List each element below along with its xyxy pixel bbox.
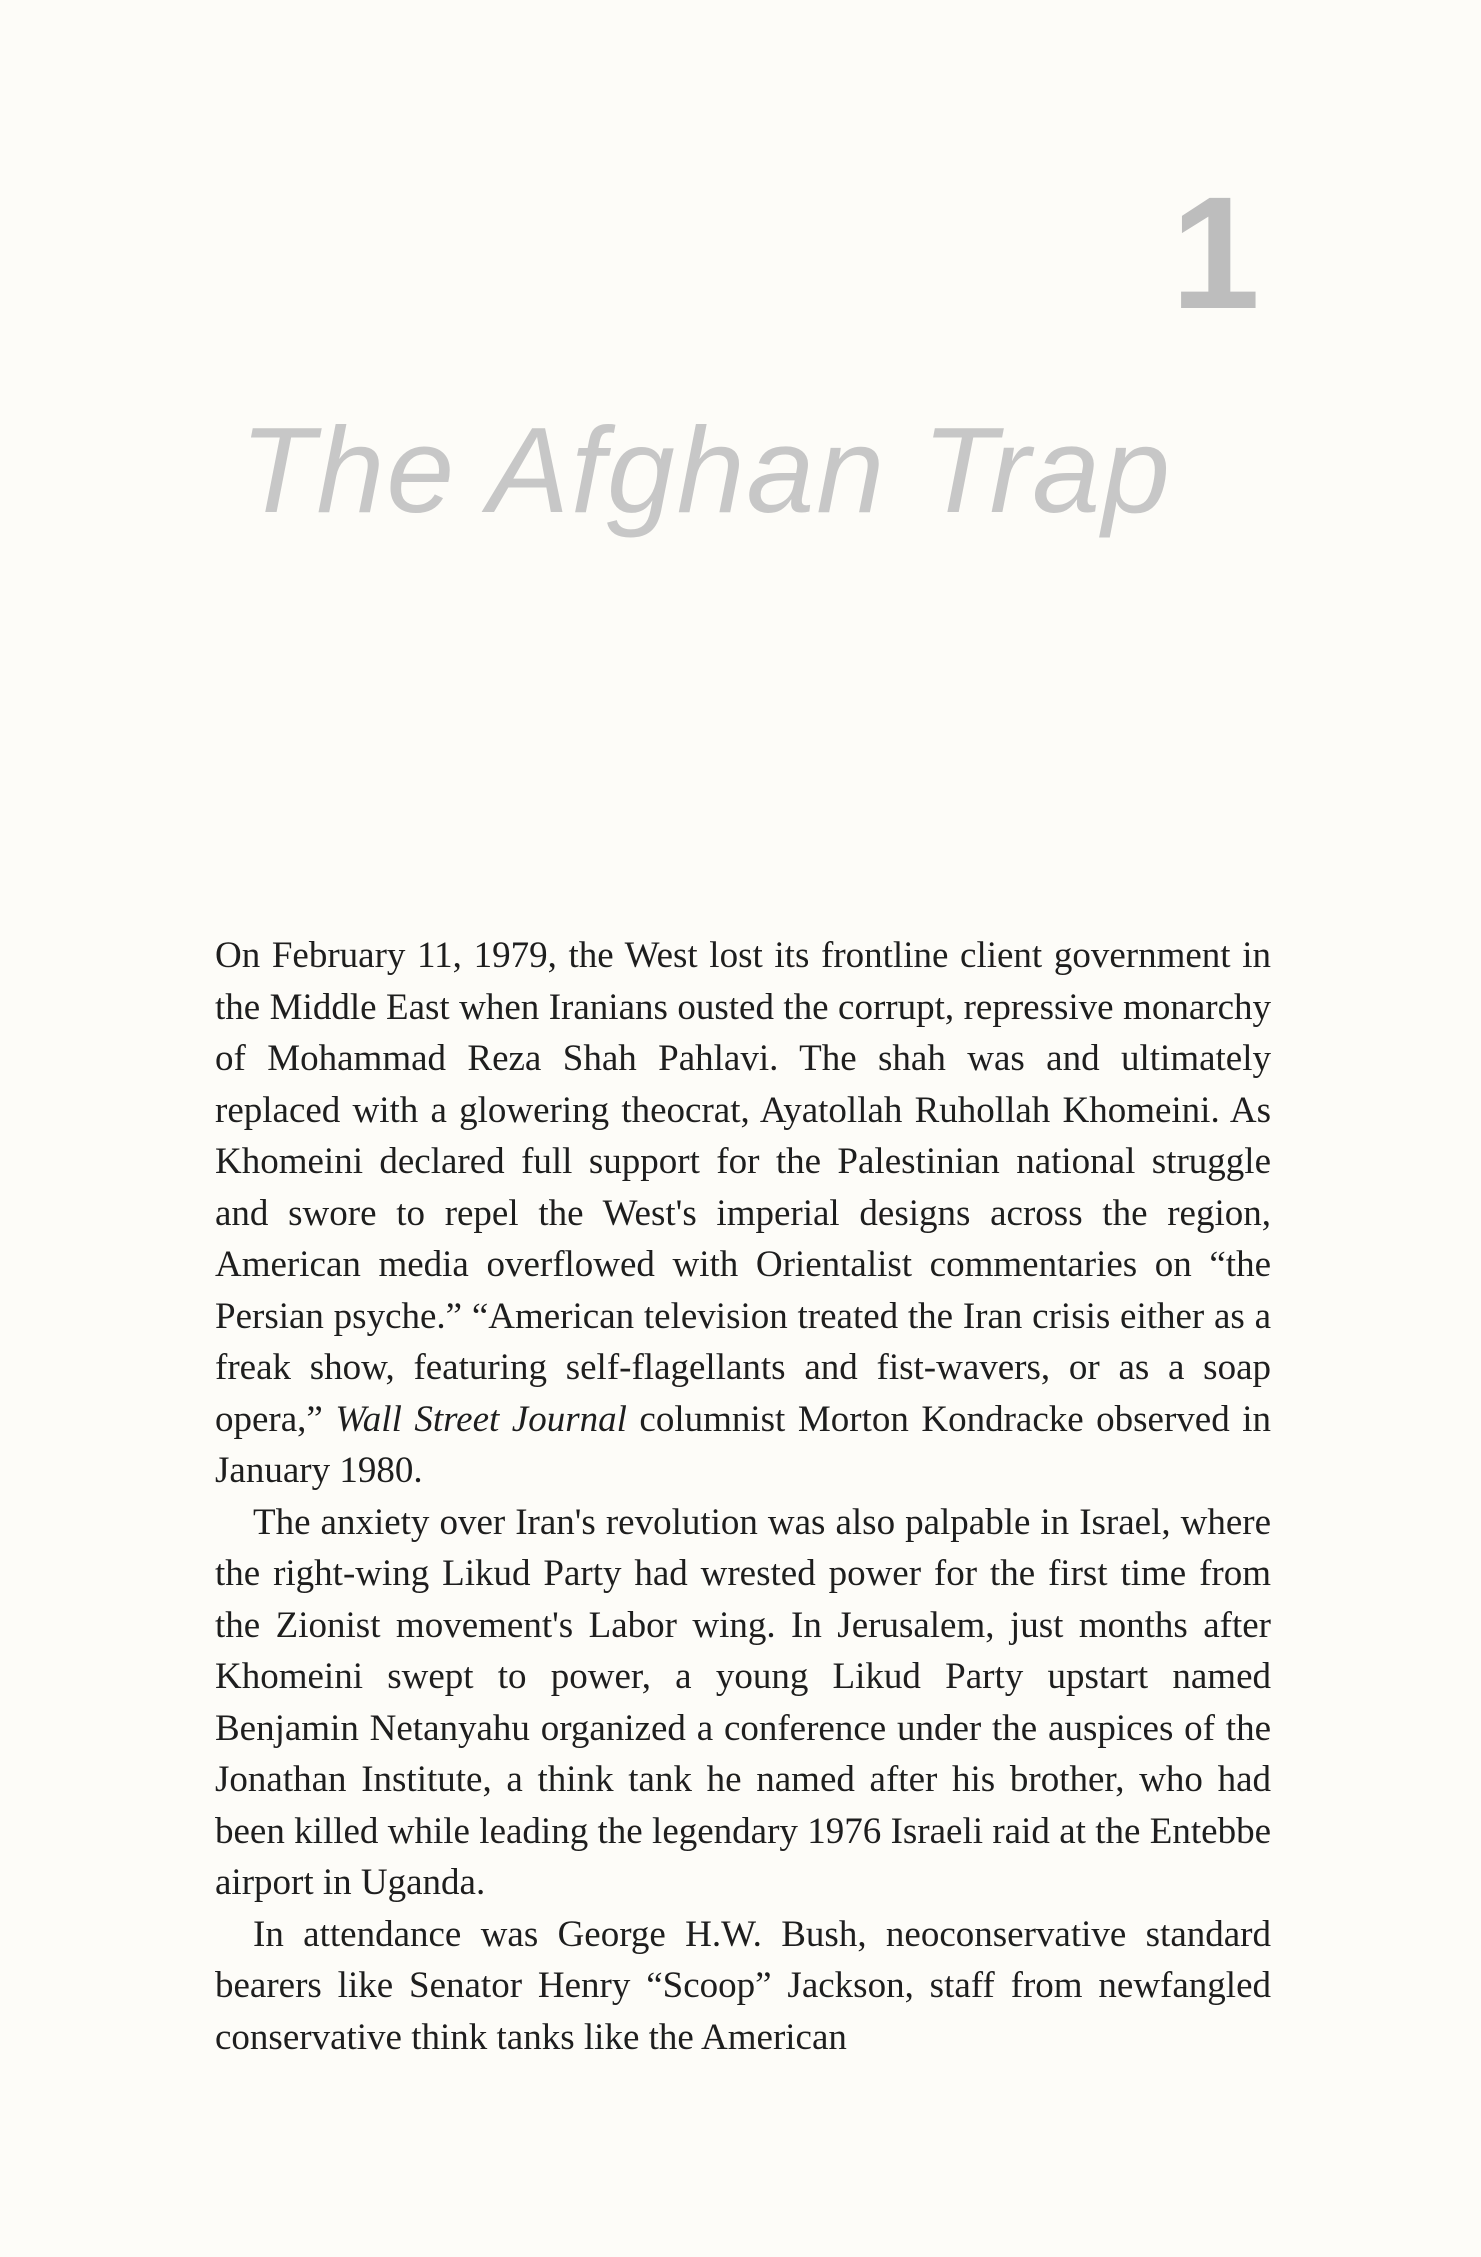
paragraph-1: [215, 930, 1271, 1497]
paragraph-2-text: The anxiety over Iran's revolution was also palpable in Israel, where the right-wing Likud Party had wrested power for the first time from the Zionist movement's Labor wing. In Jerusalem, just months after Khomeini swept to power, a young Likud Party upstart named Benjamin Netanyahu organized a conference under the auspices of the Jonathan Institute, a think tank he named after his brother, who had been killed while leading the legendary 1976 Israeli raid at the Entebbe airport in Uganda.: [215, 1501, 1271, 1903]
chapter-number: 1: [1171, 163, 1260, 342]
paragraph-3-text: In attendance was George H.W. Bush, neoconservative standard bearers like Senator Henry “Scoop” Jackson, staff from newfangled conservative think tanks like the American: [215, 1913, 1271, 2058]
paragraph-1-italic: Wall Street Journal: [335, 1398, 627, 1440]
paragraph-2: [215, 1497, 1271, 1909]
chapter-title: The Afghan Trap: [240, 402, 1172, 538]
paragraph-1-text-a: On February 11, 1979, the West lost its frontline client government in the Middle East when Iranians ousted the corrupt, repressive monarchy of Mohammad Reza Shah Pahlavi. The shah was and ultimately replaced with a glowering theocrat, Ayatollah Ruhollah Khomeini. As Khomeini declared full support for the Palestinian national struggle and swore to repel the West's imperial designs across the region, American media overflowed with Orientalist commentaries on “the Persian psyche.” “American television treated the Iran crisis either as a freak show, featuring self-flagellants and fist-wavers, or as a soap opera,”: [215, 935, 1271, 1440]
paragraph-1-text-b: columnist Morton Kondracke observed in January 1980.: [215, 1398, 1272, 1491]
paragraph-3: [215, 1909, 1271, 2064]
body-text: [215, 930, 1271, 2063]
